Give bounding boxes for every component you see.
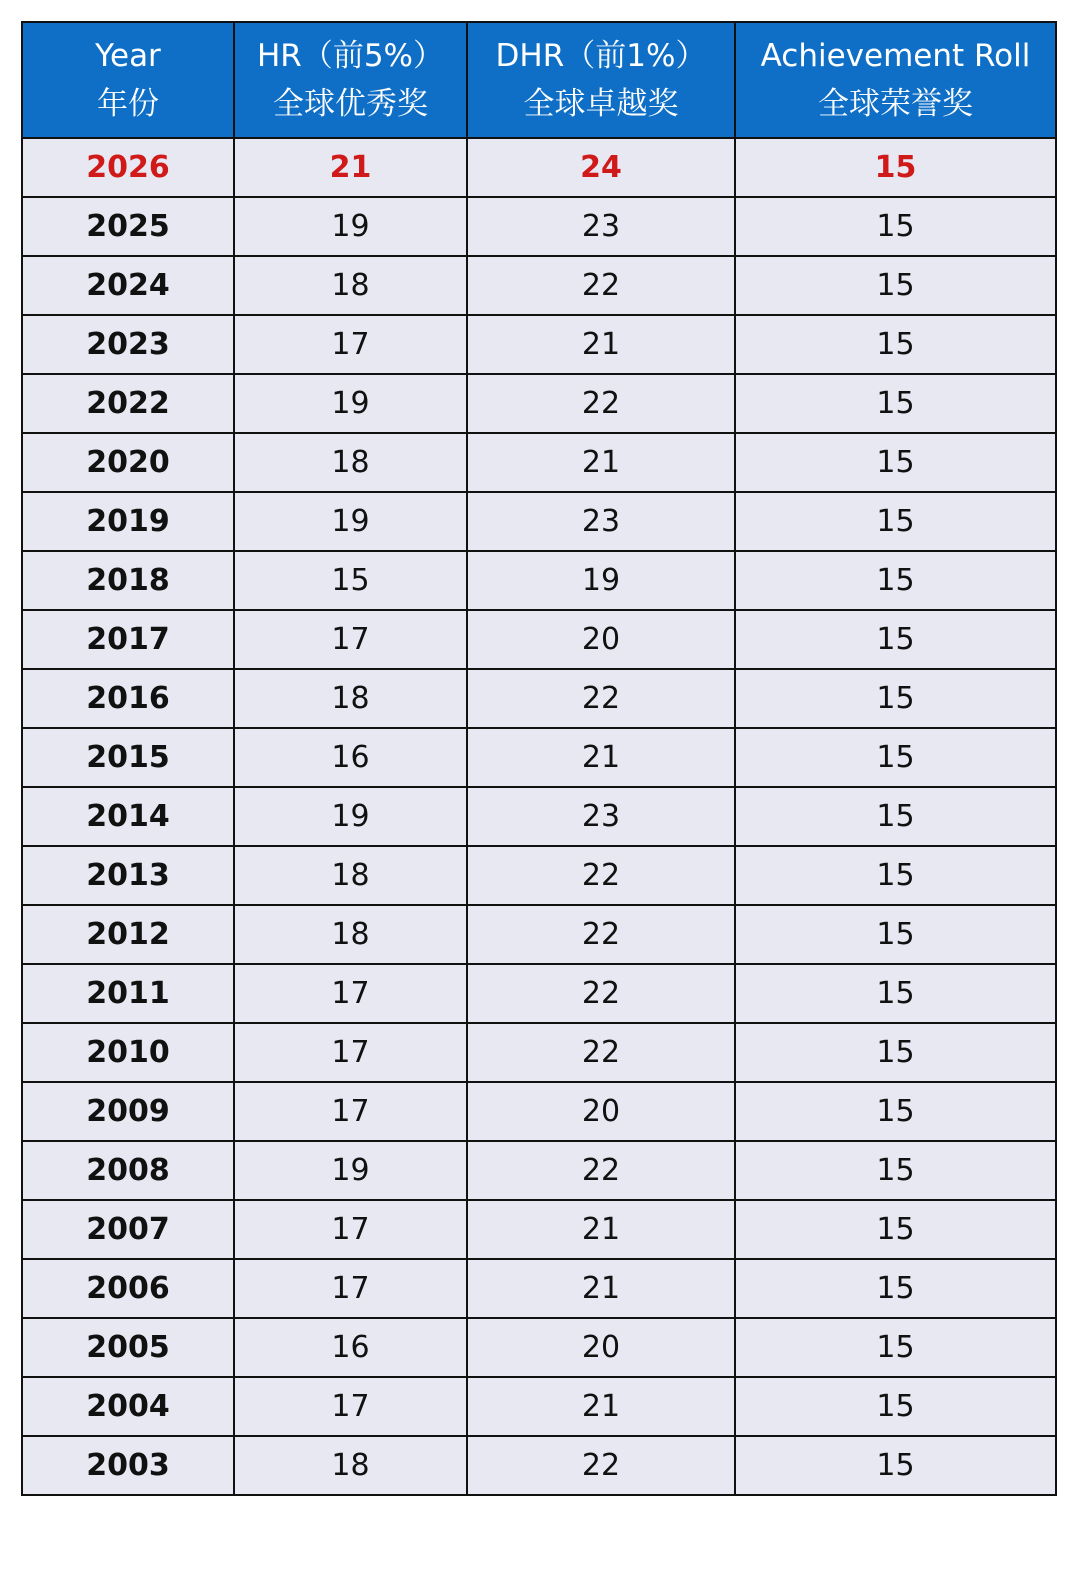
dhr-cell: 22 [467, 669, 735, 728]
dhr-cell: 21 [467, 1377, 735, 1436]
table-row [22, 787, 1056, 846]
header-hr [234, 22, 467, 138]
dhr-cell: 20 [467, 1082, 735, 1141]
year-cell: 2003 [22, 1436, 234, 1495]
year-cell: 2018 [22, 551, 234, 610]
achievement-roll-cell: 15 [735, 492, 1056, 551]
header-hr-en: HR（前5%） [256, 38, 445, 74]
hr-cell: 15 [234, 551, 467, 610]
table-row [22, 1023, 1056, 1082]
dhr-cell: 22 [467, 1023, 735, 1082]
year-cell: 2026 [22, 138, 234, 197]
year-cell: 2017 [22, 610, 234, 669]
achievement-roll-cell: 15 [735, 138, 1056, 197]
dhr-cell: 24 [467, 138, 735, 197]
year-cell: 2009 [22, 1082, 234, 1141]
achievement-roll-cell: 15 [735, 1200, 1056, 1259]
awards-table [21, 21, 1057, 1496]
hr-cell: 17 [234, 610, 467, 669]
dhr-cell: 21 [467, 728, 735, 787]
hr-cell: 17 [234, 1377, 467, 1436]
header-year-en: Year [95, 38, 161, 74]
year-cell: 2007 [22, 1200, 234, 1259]
hr-cell: 16 [234, 1318, 467, 1377]
hr-cell: 18 [234, 905, 467, 964]
year-cell: 2022 [22, 374, 234, 433]
hr-cell: 19 [234, 374, 467, 433]
header-dhr-zh: 全球卓越奖 [523, 86, 679, 122]
table-body [22, 138, 1056, 1495]
year-cell: 2011 [22, 964, 234, 1023]
table-row [22, 846, 1056, 905]
achievement-roll-cell: 15 [735, 1259, 1056, 1318]
table-row [22, 669, 1056, 728]
table-row [22, 905, 1056, 964]
table-row [22, 1259, 1056, 1318]
hr-cell: 18 [234, 433, 467, 492]
dhr-cell: 22 [467, 1141, 735, 1200]
table-row [22, 610, 1056, 669]
hr-cell: 19 [234, 197, 467, 256]
dhr-cell: 21 [467, 433, 735, 492]
achievement-roll-cell: 15 [735, 433, 1056, 492]
table-row [22, 256, 1056, 315]
table-row [22, 964, 1056, 1023]
awards-table-container [21, 21, 1055, 1496]
header-dhr [467, 22, 735, 138]
dhr-cell: 21 [467, 1259, 735, 1318]
achievement-roll-cell: 15 [735, 905, 1056, 964]
header-ach-en: Achievement Roll [760, 38, 1031, 74]
achievement-roll-cell: 15 [735, 1377, 1056, 1436]
dhr-cell: 20 [467, 1318, 735, 1377]
achievement-roll-cell: 15 [735, 1318, 1056, 1377]
achievement-roll-cell: 15 [735, 846, 1056, 905]
year-cell: 2024 [22, 256, 234, 315]
achievement-roll-cell: 15 [735, 1023, 1056, 1082]
dhr-cell: 22 [467, 964, 735, 1023]
table-row [22, 1377, 1056, 1436]
year-cell: 2010 [22, 1023, 234, 1082]
table-row [22, 433, 1056, 492]
achievement-roll-cell: 15 [735, 551, 1056, 610]
header-ach-zh: 全球荣誉奖 [818, 86, 973, 122]
header-row [22, 22, 1056, 138]
hr-cell: 19 [234, 787, 467, 846]
achievement-roll-cell: 15 [735, 315, 1056, 374]
year-cell: 2015 [22, 728, 234, 787]
table-row [22, 1200, 1056, 1259]
dhr-cell: 23 [467, 492, 735, 551]
year-cell: 2013 [22, 846, 234, 905]
header-achievement-roll [735, 22, 1056, 138]
achievement-roll-cell: 15 [735, 787, 1056, 846]
header-year [22, 22, 234, 138]
achievement-roll-cell: 15 [735, 1082, 1056, 1141]
hr-cell: 18 [234, 846, 467, 905]
year-cell: 2016 [22, 669, 234, 728]
hr-cell: 16 [234, 728, 467, 787]
table-row [22, 551, 1056, 610]
hr-cell: 19 [234, 492, 467, 551]
dhr-cell: 20 [467, 610, 735, 669]
table-row [22, 492, 1056, 551]
dhr-cell: 21 [467, 315, 735, 374]
table-row [22, 138, 1056, 197]
year-cell: 2019 [22, 492, 234, 551]
hr-cell: 17 [234, 1023, 467, 1082]
hr-cell: 17 [234, 1082, 467, 1141]
dhr-cell: 21 [467, 1200, 735, 1259]
dhr-cell: 22 [467, 374, 735, 433]
achievement-roll-cell: 15 [735, 610, 1056, 669]
achievement-roll-cell: 15 [735, 1141, 1056, 1200]
table-row [22, 374, 1056, 433]
year-cell: 2020 [22, 433, 234, 492]
dhr-cell: 22 [467, 905, 735, 964]
dhr-cell: 23 [467, 787, 735, 846]
table-header [22, 22, 1056, 138]
year-cell: 2006 [22, 1259, 234, 1318]
hr-cell: 17 [234, 1200, 467, 1259]
table-row [22, 1318, 1056, 1377]
header-year-zh: 年份 [97, 86, 159, 122]
achievement-roll-cell: 15 [735, 374, 1056, 433]
hr-cell: 19 [234, 1141, 467, 1200]
hr-cell: 18 [234, 256, 467, 315]
year-cell: 2025 [22, 197, 234, 256]
achievement-roll-cell: 15 [735, 256, 1056, 315]
table-row [22, 1436, 1056, 1495]
table-row [22, 1082, 1056, 1141]
hr-cell: 17 [234, 964, 467, 1023]
achievement-roll-cell: 15 [735, 964, 1056, 1023]
dhr-cell: 23 [467, 197, 735, 256]
achievement-roll-cell: 15 [735, 728, 1056, 787]
header-dhr-en: DHR（前1%） [495, 38, 707, 74]
hr-cell: 17 [234, 315, 467, 374]
year-cell: 2005 [22, 1318, 234, 1377]
dhr-cell: 22 [467, 256, 735, 315]
year-cell: 2004 [22, 1377, 234, 1436]
header-hr-zh: 全球优秀奖 [273, 86, 428, 122]
hr-cell: 21 [234, 138, 467, 197]
achievement-roll-cell: 15 [735, 1436, 1056, 1495]
dhr-cell: 22 [467, 1436, 735, 1495]
table-row [22, 197, 1056, 256]
dhr-cell: 19 [467, 551, 735, 610]
table-row [22, 315, 1056, 374]
year-cell: 2023 [22, 315, 234, 374]
year-cell: 2008 [22, 1141, 234, 1200]
hr-cell: 17 [234, 1259, 467, 1318]
hr-cell: 18 [234, 669, 467, 728]
achievement-roll-cell: 15 [735, 197, 1056, 256]
dhr-cell: 22 [467, 846, 735, 905]
year-cell: 2014 [22, 787, 234, 846]
hr-cell: 18 [234, 1436, 467, 1495]
table-row [22, 1141, 1056, 1200]
achievement-roll-cell: 15 [735, 669, 1056, 728]
year-cell: 2012 [22, 905, 234, 964]
table-row [22, 728, 1056, 787]
